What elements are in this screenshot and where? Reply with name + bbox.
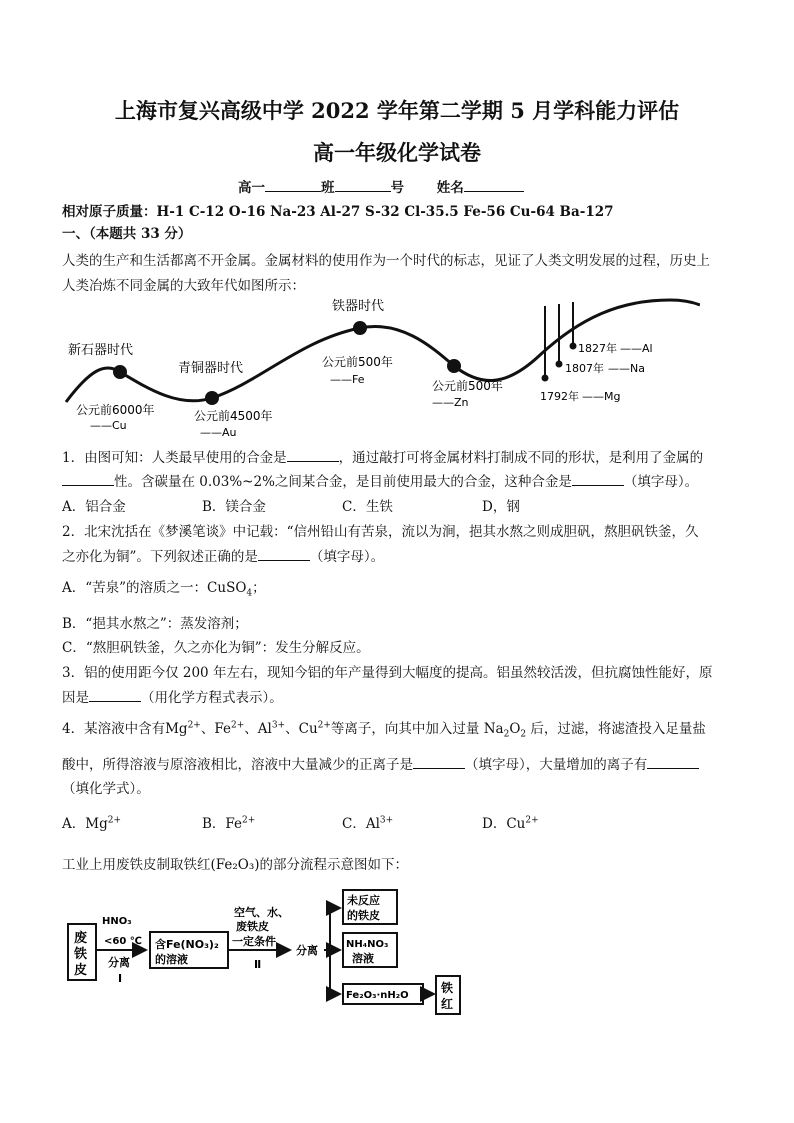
iron-red-text-1: 铁	[441, 981, 454, 995]
q4-option-c-sup: 3+	[379, 815, 394, 826]
q4-o-sub: 2	[520, 729, 527, 740]
q4-text-e: （填字母），大量增加的离子有	[465, 757, 648, 773]
mg-dot	[542, 375, 549, 382]
exam-title: 上海市复兴高级中学 2022 学年第二学期 5 月学科能力评估	[114, 98, 680, 123]
process-intro-a: 工业上用废铁皮制取铁红	[62, 857, 211, 873]
q4-fe: 、Fe	[200, 721, 231, 737]
q4-option-a[interactable]	[62, 812, 121, 832]
section-heading: 一、（本题共 33 分）	[62, 226, 192, 242]
q1-blank-2[interactable]	[62, 471, 114, 486]
hydrated-oxide-text: Fe₂O₃·nH₂O	[346, 990, 409, 1001]
event-cu-date: 公元前6000年	[76, 403, 155, 417]
q1-blank-1[interactable]	[287, 447, 339, 462]
q4-option-b-label: B．Fe	[202, 816, 243, 832]
class-label: 班	[321, 180, 335, 196]
q4-option-a-sup: 2+	[107, 815, 121, 826]
iron-red-text-2: 红	[441, 997, 454, 1011]
q4-al-sup: 3+	[271, 720, 286, 731]
q1-blank-3[interactable]	[572, 471, 624, 486]
number-label: 号	[390, 180, 404, 196]
q4-line-3: （填化学式）。	[62, 781, 150, 797]
grade-label: 高一	[238, 180, 265, 196]
era-neolithic: 新石器时代	[68, 343, 134, 358]
neolithic-dot	[113, 365, 127, 379]
q4-option-b-sup: 2+	[242, 815, 256, 826]
q4-text-b: 等离子，向其中加入过量 Na	[330, 721, 504, 737]
step2-numeral: Ⅱ	[254, 958, 262, 971]
q1-option-b[interactable]: B．镁合金	[202, 499, 266, 515]
era-bronze: 青铜器时代	[178, 361, 244, 376]
q4-option-c-label: C．Al	[342, 816, 380, 832]
q1-option-a[interactable]: A．铝合金	[62, 499, 126, 515]
event-na-metal: ——Na	[608, 362, 645, 375]
q2-option-a-text: A．“苦泉”的溶质之一：CuSO	[62, 580, 247, 596]
process-intro-b: 的部分流程示意图如下：	[259, 857, 409, 873]
step2-scrap: 废铁皮	[236, 920, 269, 933]
al-dot	[570, 343, 577, 350]
era-iron: 铁器时代	[332, 299, 385, 314]
intro-line-2: 人类冶炼不同金属的大致年代如图所示：	[62, 278, 305, 294]
q4-line-1	[62, 717, 706, 740]
scrap-iron-text-3: 皮	[74, 963, 88, 978]
q4-option-d[interactable]	[482, 812, 539, 832]
q4-blank-2[interactable]	[647, 754, 699, 769]
q2-option-b[interactable]: B．“挹其水熬之”：蒸发溶剂；	[62, 616, 248, 632]
event-zn-metal: ——Zn	[432, 396, 469, 409]
class-blank[interactable]	[335, 177, 391, 192]
q3-blank[interactable]	[89, 687, 141, 702]
q2-blank[interactable]	[258, 546, 310, 561]
event-mg-date: 1792年	[540, 390, 579, 403]
zinc-dot	[447, 359, 461, 373]
event-na-date: 1807年	[565, 362, 604, 375]
q4-blank-1[interactable]	[413, 754, 465, 769]
q2-option-a[interactable]	[62, 576, 266, 599]
q1-line-1	[62, 446, 703, 466]
step1-numeral: Ⅰ	[118, 972, 123, 985]
grade-blank[interactable]	[265, 177, 321, 192]
step1-temp: <60 ℃	[104, 936, 142, 947]
exam-subtitle: 高一年级化学试卷	[313, 140, 481, 165]
q4-option-d-sup: 2+	[525, 815, 539, 826]
step2-air-water: 空气、水、	[234, 906, 289, 919]
q2-line-2	[62, 545, 384, 565]
event-au-metal: ——Au	[200, 426, 237, 439]
separate-label: 分离	[296, 944, 318, 957]
q4-option-b[interactable]	[202, 812, 255, 832]
q1-option-d[interactable]: D，钢	[482, 499, 520, 515]
name-blank[interactable]	[464, 177, 524, 192]
q2-line-1: 2．北宋沈括在《梦溪笔谈》中记载：“信州铅山有苦泉，流以为涧，挹其水熬之则成胆矾，熬胆矾铁釜，久	[62, 524, 699, 540]
event-al-metal: ——Al	[620, 342, 653, 355]
event-mg-metal: ——Mg	[582, 390, 621, 403]
q2-text-b: （填字母）。	[309, 549, 385, 565]
q3-line-1: 3．铝的使用距今仅 200 年左右，现知今铝的年产量得到大幅度的提高。铝虽然较活泼，但抗腐蚀性能好，原	[62, 665, 713, 681]
q4-mg: 4．某溶液中含有Mg	[62, 721, 188, 737]
q1-text-c: 性。含碳量在 0.03%~2%之间某合金，是目前使用最大的合金，这种合金是	[114, 474, 572, 490]
q2-text-a: 之亦化为铜”。下列叙述正确的是	[62, 549, 258, 565]
q4-option-a-label: A．Mg	[62, 816, 108, 832]
q1-line-2	[62, 470, 698, 490]
q4-line-2	[62, 753, 699, 773]
q4-fe-sup: 2+	[230, 720, 245, 731]
unreacted-text-2: 的铁皮	[347, 909, 380, 922]
process-flowchart	[62, 888, 482, 1028]
atomic-masses: 相对原子质量：H-1 C-12 O-16 Na-23 Al-27 S-32 Cl-35.5 Fe-56 Cu-64 Ba-127	[62, 204, 614, 220]
step1-separate: 分离	[108, 956, 130, 969]
solution-text-1: 含Fe(NO₃)₂	[155, 938, 219, 951]
q4-text-c: 后，过滤，将滤渣投入足量盐	[526, 721, 706, 737]
step1-reagent: HNO₃	[102, 916, 132, 927]
scrap-iron-text-1: 废	[74, 931, 88, 946]
q1-option-c[interactable]: C．生铁	[342, 499, 393, 515]
step2-condition: 一定条件	[232, 935, 276, 948]
solution-text-2: 的溶液	[155, 953, 188, 966]
q4-option-c[interactable]	[342, 812, 393, 832]
event-al-date: 1827年	[578, 342, 617, 355]
process-intro-formula: (Fe₂O₃)	[210, 857, 260, 873]
nh4no3-text-1: NH₄NO₃	[346, 939, 389, 950]
event-fe-metal: ——Fe	[330, 373, 365, 386]
q4-option-d-label: D．Cu	[482, 816, 526, 832]
q2-option-a-sub: 4	[246, 588, 253, 599]
scrap-iron-text-2: 铁	[74, 947, 88, 962]
q1-text-b: ，通过敲打可将金属材料打制成不同的形状，是利用了金属的	[338, 450, 704, 466]
event-fe-date: 公元前500年	[322, 355, 393, 369]
process-intro	[62, 853, 408, 873]
q4-cu: 、Cu	[285, 721, 318, 737]
bronze-age-dot	[205, 391, 219, 405]
na-dot	[556, 361, 563, 368]
iron-age-dot	[353, 321, 367, 335]
name-label: 姓名	[436, 180, 464, 196]
q2-option-c[interactable]: C．“熬胆矾铁釜，久之亦化为铜”：发生分解反应。	[62, 640, 370, 656]
student-info-line	[238, 176, 524, 196]
q4-na-sub: 2	[503, 729, 510, 740]
q4-al: 、Al	[244, 721, 272, 737]
q4-mg-sup: 2+	[187, 720, 201, 731]
q3-text-a: 因是	[62, 690, 89, 706]
event-zn-date: 公元前500年	[432, 379, 503, 393]
q1-text-a: 1．由图可知：人类最早使用的合金是	[62, 450, 287, 466]
unreacted-text-1: 未反应	[347, 894, 380, 907]
q4-text-d: 酸中，所得溶液与原溶液相比，溶液中大量减少的正离子是	[62, 757, 413, 773]
q2-option-a-end: ；	[252, 580, 266, 596]
event-cu-metal: ——Cu	[90, 419, 127, 432]
event-au-date: 公元前4500年	[194, 409, 273, 423]
metal-timeline-figure	[60, 290, 700, 440]
q3-text-b: （用化学方程式表示）。	[141, 690, 283, 706]
q4-o: O	[509, 721, 521, 737]
intro-line-1: 人类的生产和生活都离不开金属。金属材料的使用作为一个时代的标志，见证了人类文明发展的过程，历史上	[62, 253, 710, 269]
q1-text-d: （填字母）。	[623, 474, 699, 490]
q3-line-2	[62, 686, 283, 706]
nh4no3-text-2: 溶液	[352, 952, 374, 965]
q4-cu-sup: 2+	[317, 720, 331, 731]
